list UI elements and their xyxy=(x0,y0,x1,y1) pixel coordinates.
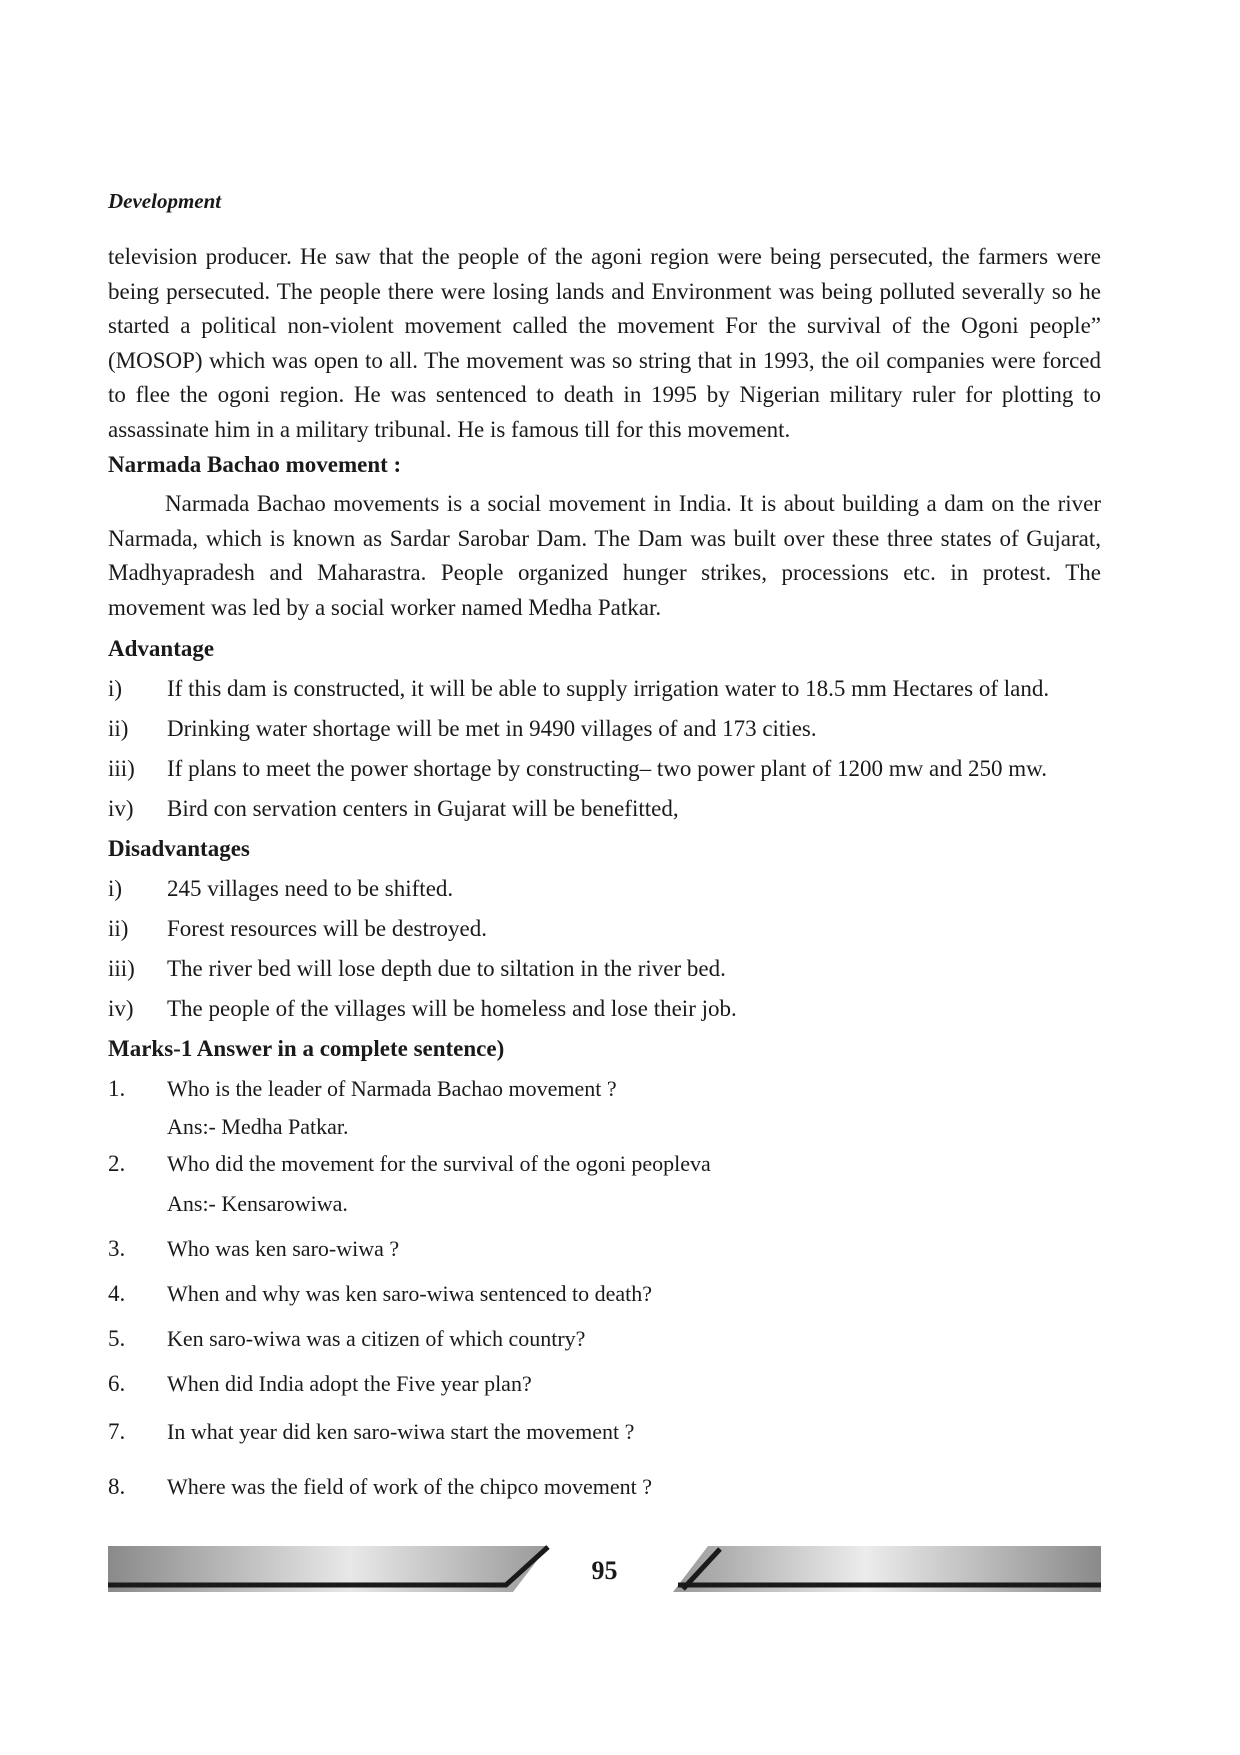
question-number: 2. xyxy=(108,1151,126,1176)
list-text: 245 villages need to be shifted. xyxy=(167,876,454,901)
list-text: Bird con servation centers in Gujarat will be benefitted, xyxy=(167,796,679,821)
disadvantages-heading: Disadvantages xyxy=(108,836,250,861)
question-number: 8. xyxy=(108,1474,126,1499)
running-head: Development xyxy=(108,189,222,213)
list-marker: ii) xyxy=(108,916,129,941)
list-text: Drinking water shortage will be met in 9490 villages of and 173 cities. xyxy=(167,716,817,741)
list-text: If plans to meet the power shortage by constructing– two power plant of 1200 mw and 250 mw. xyxy=(167,756,1047,781)
answer-text: Ans:- Medha Patkar. xyxy=(167,1114,349,1139)
list-marker: i) xyxy=(108,676,123,701)
question-text: Who did the movement for the survival of the ogoni peopleva xyxy=(167,1151,711,1176)
question-number: 6. xyxy=(108,1371,126,1396)
question-number: 3. xyxy=(108,1236,126,1261)
question-number: 4. xyxy=(108,1281,126,1306)
questions-heading: Marks-1 Answer in a complete sentence) xyxy=(108,1036,505,1061)
list-marker: ii) xyxy=(108,716,129,741)
list-marker: iii) xyxy=(108,956,135,981)
list-marker: i) xyxy=(108,876,123,901)
list-marker: iv) xyxy=(108,996,134,1021)
page-number: 95 xyxy=(591,1556,618,1585)
question-text: Who was ken saro-wiwa ? xyxy=(167,1236,400,1261)
list-marker: iv) xyxy=(108,796,134,821)
question-text: Ken saro-wiwa was a citizen of which country? xyxy=(167,1326,586,1351)
question-text: When and why was ken saro-wiwa sentenced to death? xyxy=(167,1281,653,1306)
question-text: When did India adopt the Five year plan? xyxy=(167,1371,532,1396)
list-marker: iii) xyxy=(108,756,135,781)
advantage-heading: Advantage xyxy=(108,636,215,661)
question-number: 5. xyxy=(108,1326,126,1351)
question-number: 1. xyxy=(108,1076,126,1101)
intro-paragraph: television producer. He saw that the people of the agoni region were being persecuted, the farmers were being persecuted. The people there were losing lands and Environment was being polluted severally so he started a political non-violent movement called the movement For the survival of the Ogoni people” (MOSOP) which was open to all. The movement was so string that in 1993, the oil companies were forced to flee the ogoni region. He was sentenced to death in 1995 by Nigerian military ruler for plotting to assassinate him in a military tribunal. He is famous till for this movement. xyxy=(108,244,1101,442)
list-text: The people of the villages will be homeless and lose their job. xyxy=(167,996,737,1021)
question-text: Where was the field of work of the chipco movement ? xyxy=(167,1474,653,1499)
narmada-heading: Narmada Bachao movement : xyxy=(108,452,402,477)
list-text: The river bed will lose depth due to siltation in the river bed. xyxy=(167,956,726,981)
narmada-paragraph: Narmada Bachao movements is a social movement in India. It is about building a dam on the river Narmada, which is known as Sardar Sarobar Dam. The Dam was built over these three states of Gujarat, Madhyapradesh and Maharastra. People organized hunger strikes, processions etc. in protest. The movement was led by a social worker named Medha Patkar. xyxy=(108,491,1101,620)
list-text: Forest resources will be destroyed. xyxy=(167,916,488,941)
question-text: In what year did ken saro-wiwa start the movement ? xyxy=(167,1419,635,1444)
question-number: 7. xyxy=(108,1419,126,1444)
answer-text: Ans:- Kensarowiwa. xyxy=(167,1191,348,1216)
question-text: Who is the leader of Narmada Bachao movement ? xyxy=(167,1076,617,1101)
list-text: If this dam is constructed, it will be able to supply irrigation water to 18.5 mm Hectares of land. xyxy=(167,676,1050,701)
